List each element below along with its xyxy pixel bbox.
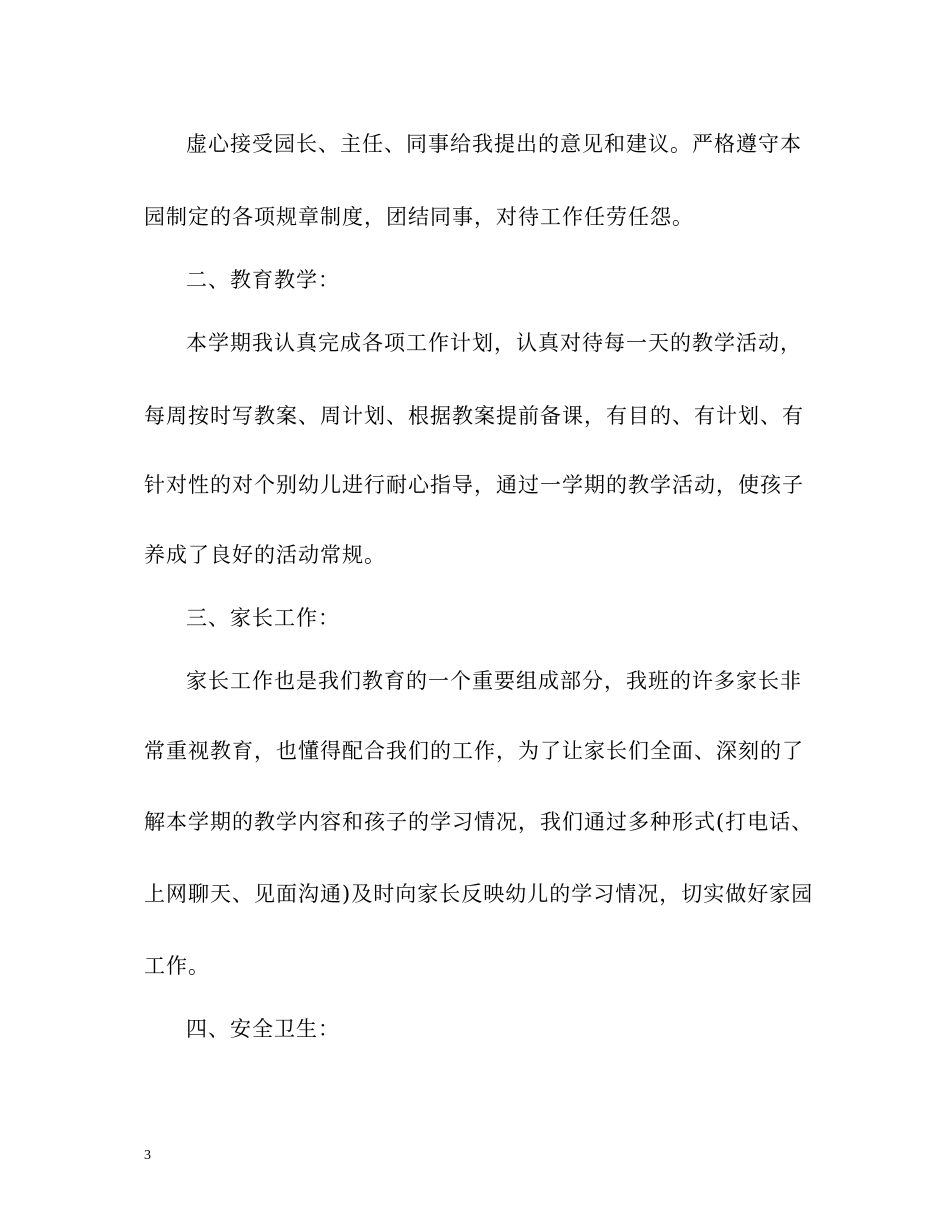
paragraph-line: 解本学期的教学内容和孩子的学习情况，我们通过多种形式(打电话、: [144, 810, 814, 834]
paragraph-line: 家长工作也是我们教育的一个重要组成部分，我班的许多家长非: [186, 669, 802, 693]
paragraph-line: 工作。: [144, 954, 210, 978]
page-number: 3: [144, 1148, 151, 1163]
section-heading: 四、安全卫生：: [186, 1017, 340, 1041]
paragraph-line: 虚心接受园长、主任、同事给我提出的意见和建议。严格遵守本: [186, 132, 802, 156]
paragraph-line: 常重视教育，也懂得配合我们的工作，为了让家长们全面、深刻的了: [144, 739, 804, 763]
paragraph-line: 上网聊天、见面沟通)及时向家长反映幼儿的学习情况，切实做好家园: [144, 882, 814, 906]
paragraph-line: 针对性的对个别幼儿进行耐心指导，通过一学期的教学活动，使孩子: [144, 473, 804, 497]
section-heading: 二、教育教学：: [186, 268, 340, 292]
paragraph-line: 每周按时写教案、周计划、根据教案提前备课，有目的、有计划、有: [144, 404, 804, 428]
paragraph-line: 本学期我认真完成各项工作计划，认真对待每一天的教学活动，: [186, 331, 802, 355]
paragraph-line: 养成了良好的活动常规。: [144, 543, 386, 567]
section-heading: 三、家长工作：: [186, 606, 340, 630]
paragraph-line: 园制定的各项规章制度，团结同事，对待工作任劳任怨。: [144, 205, 694, 229]
